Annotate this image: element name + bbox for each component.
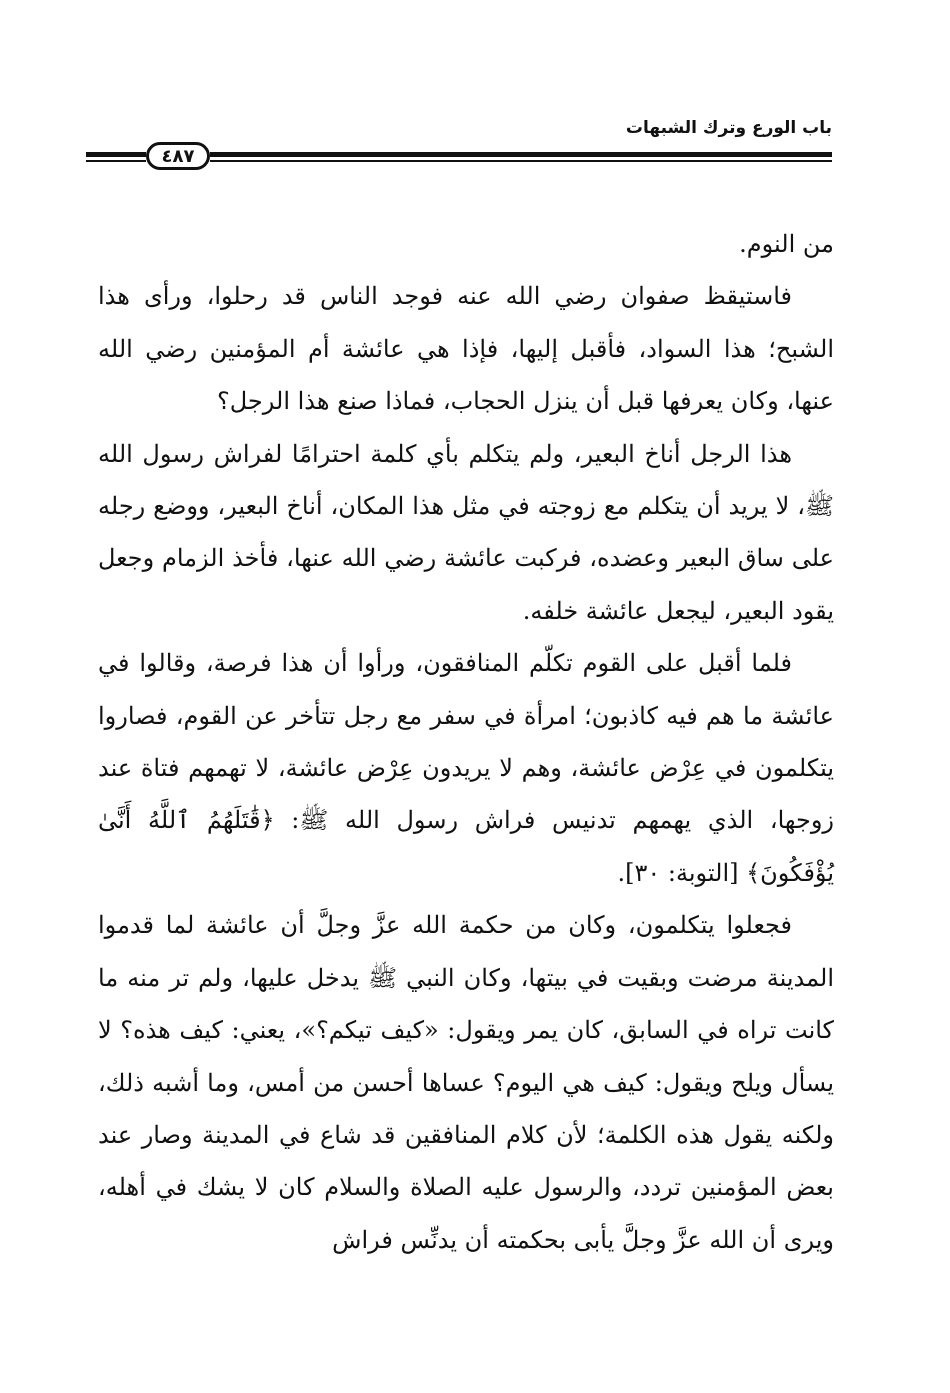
header-rule-right: [210, 152, 832, 157]
paragraph: من النوم.: [739, 230, 834, 258]
paragraph: فلما أقبل على القوم تكلّم المنافقون، ورأوا أن هذا فرصة، وقالوا في عائشة ما هم فيه كاذبون؛ امرأة في سفر مع رجل تتأخر عن القوم، فصاروا يتكلمون في عِرْض عائشة، وهم لا يريدون عِرْض عائشة، لا تهمهم فتاة عند زوجها، الذي يهمهم تدنيس فراش رسول الله ﷺ: ﴿قَٰتَلَهُمُ ٱللَّهُ أَنَّىٰ يُؤْفَكُونَ﴾ [التوبة: ٣٠].: [98, 649, 834, 887]
body-text: [98, 218, 834, 1266]
running-title: باب الورع وترك الشبهات: [625, 118, 832, 138]
paragraph: فاستيقظ صفوان رضي الله عنه فوجد الناس قد رحلوا، ورأى هذا الشبح؛ هذا السواد، فأقبل إليها، فإذا هي عائشة أم المؤمنين رضي الله عنها، وكان يعرفها قبل أن ينزل الحجاب، فماذا صنع هذا الرجل؟: [98, 282, 834, 416]
header-rule-left-thin: [86, 160, 146, 162]
page-header: [86, 112, 832, 172]
header-rule-left: [86, 152, 146, 157]
header-rule-right-thin: [210, 160, 832, 162]
paragraph: فجعلوا يتكلمون، وكان من حكمة الله عزَّ وجلَّ أن عائشة لما قدموا المدينة مرضت وبقيت في بيتها، وكان النبي ﷺ يدخل عليها، ولم تر منه ما كانت تراه في السابق، كان يمر ويقول: «كيف تيكم؟»، يعني: كيف هذه؟ لا يسأل ويلح ويقول: كيف هي اليوم؟ عساها أحسن من أمس، وما أشبه ذلك، ولكنه يقول هذه الكلمة؛ لأن كلام المنافقين قد شاع في المدينة وصار عند بعض المؤمنين تردد، والرسول عليه الصلاة والسلام كان لا يشك في أهله، ويرى أن الله عزَّ وجلَّ يأبى بحكمته أن يدنِّس فراش: [98, 911, 834, 1254]
page-number: ٤٨٧: [146, 142, 210, 170]
paragraph: هذا الرجل أناخ البعير، ولم يتكلم بأي كلمة احترامًا لفراش رسول الله ﷺ، لا يريد أن يتكلم مع زوجته في مثل هذا المكان، أناخ البعير، ووضع رجله على ساق البعير وعضده، فركبت عائشة رضي الله عنها، فأخذ الزمام وجعل يقود البعير، ليجعل عائشة خلفه.: [98, 439, 834, 625]
